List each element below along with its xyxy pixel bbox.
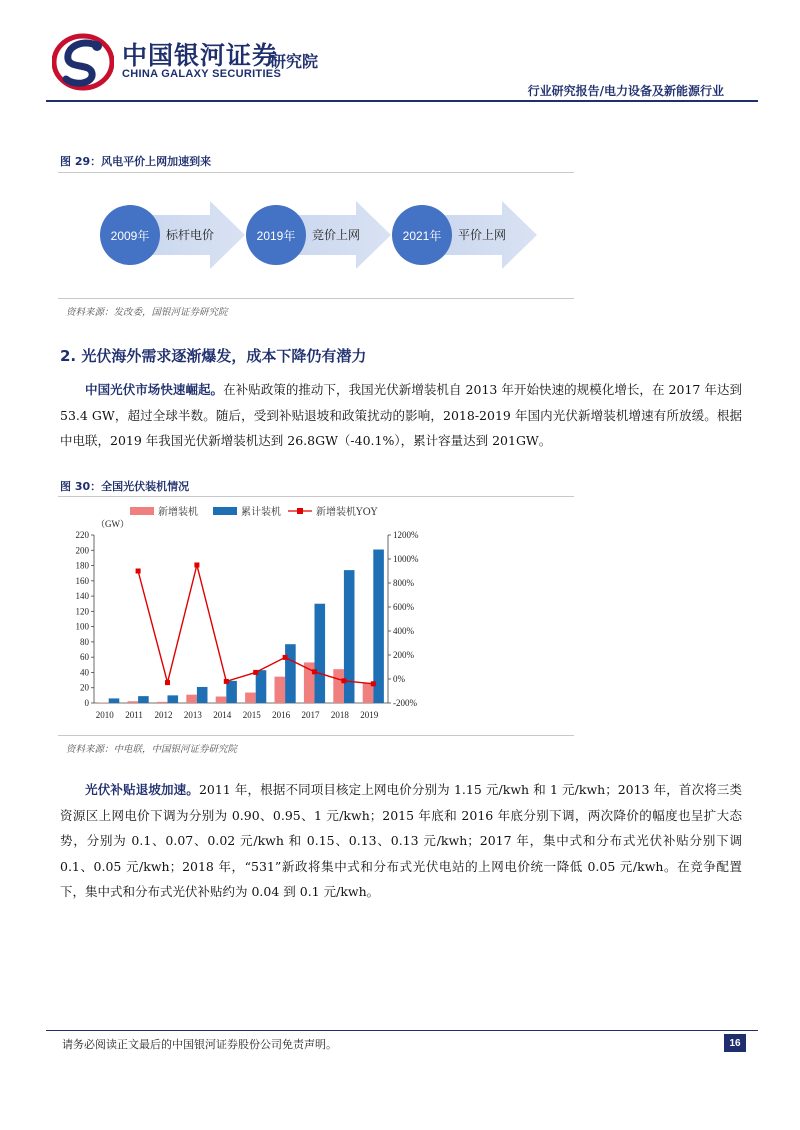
figure-29-caption: 图 29：风电平价上网加速到来 bbox=[60, 155, 212, 168]
yoy-point bbox=[224, 679, 229, 684]
paragraph-lead: 中国光伏市场快速崛起。 bbox=[85, 382, 224, 397]
yoy-line bbox=[138, 565, 373, 684]
figure-30-caption: 图 30：全国光伏装机情况 bbox=[60, 480, 190, 493]
bar-new-installation bbox=[333, 669, 344, 703]
bar-cumulative-installation bbox=[373, 550, 384, 703]
figure-29-source: 资料来源：发改委，国银河证券研究院 bbox=[66, 307, 228, 318]
timeline-step-label: 标杆电价 bbox=[166, 228, 215, 242]
yoy-point bbox=[165, 680, 170, 685]
bar-new-installation bbox=[157, 702, 168, 703]
chart-legend bbox=[130, 505, 378, 518]
timeline-step-label: 平价上网 bbox=[458, 228, 507, 242]
legend-swatch-new bbox=[130, 507, 154, 515]
x-tick-label: 2010 bbox=[95, 710, 114, 720]
timeline-step-label: 竞价上网 bbox=[312, 228, 361, 242]
y-tick-label: 0 bbox=[84, 698, 89, 708]
y-tick-label: 160 bbox=[75, 575, 89, 586]
legend-label-new: 新增装机 bbox=[158, 507, 198, 518]
y-tick-label: 200 bbox=[75, 545, 89, 556]
figure-30-top-rule bbox=[58, 496, 574, 497]
legend-marker-yoy bbox=[297, 508, 303, 514]
x-tick-label: 2011 bbox=[125, 710, 143, 720]
bar-cumulative-installation bbox=[168, 695, 179, 703]
y-tick-label: 140 bbox=[75, 591, 89, 602]
bar-cumulative-installation bbox=[109, 698, 120, 703]
yoy-point bbox=[194, 563, 199, 568]
x-tick-label: 2019 bbox=[360, 710, 379, 720]
y-tick-label: 180 bbox=[75, 560, 89, 571]
figure-29-bottom-rule bbox=[58, 298, 574, 299]
brand-name-cn: 中国银河证券 bbox=[122, 41, 279, 70]
paragraph-body: 2011 年，根据不同项目核定上网电价分别为 1.15 元/kwh 和 1 元/kwh；2013 年，首次将三类资源区上网电价下调为分别为 0.90、0.95、1 元/kwh；2015 年底和 2016 年底分别下调，两次降价的幅度也呈扩大态势，分别为 0.1、0.07、0.02 元/kwh 和 0.15、0.13、0.13 元/kwh；2017 年，集中式和分布式光伏补贴分别下调 0.1、0.05 元/kwh；2018 年，“531”新政将集中式和分布式光伏电站的上网电价统一降低 0.05 元/kwh。在竞争配置下，集中式和分布式光伏补贴约为 0.04 到 0.1 元/kwh。 bbox=[60, 782, 742, 899]
bar-new-installation bbox=[186, 695, 197, 703]
bar-cumulative-installation bbox=[226, 681, 237, 703]
y2-tick-label: 0% bbox=[393, 674, 405, 684]
figure-30-bottom-rule bbox=[58, 735, 574, 736]
x-tick-label: 2017 bbox=[301, 710, 320, 720]
page-number: 16 bbox=[724, 1034, 746, 1052]
y-tick-label: 80 bbox=[80, 636, 89, 647]
y-tick-label: 20 bbox=[80, 682, 89, 693]
yoy-point bbox=[283, 655, 288, 660]
timeline-year-badge: 2021年 bbox=[392, 205, 452, 265]
legend-label-cumulative: 累计装机 bbox=[241, 507, 281, 518]
timeline-year-badge: 2009年 bbox=[100, 205, 160, 265]
bar-cumulative-installation bbox=[256, 670, 267, 703]
y-tick-label: 220 bbox=[75, 530, 89, 540]
x-tick-label: 2016 bbox=[272, 710, 291, 720]
header-divider bbox=[46, 100, 758, 102]
y2-tick-label: 1000% bbox=[393, 554, 419, 564]
bar-cumulative-installation bbox=[197, 687, 208, 703]
paragraph-subsidy-decline bbox=[60, 777, 742, 905]
yoy-point bbox=[312, 669, 317, 674]
footer-disclaimer: 请务必阅读正文最后的中国银河证券股份公司免责声明。 bbox=[62, 1038, 337, 1051]
yoy-point bbox=[253, 670, 258, 675]
paragraph-lead: 光伏补贴退坡加速。 bbox=[85, 782, 199, 797]
section-title: 2. 光伏海外需求逐渐爆发，成本下降仍有潜力 bbox=[60, 347, 367, 365]
bar-new-installation bbox=[128, 701, 139, 703]
x-tick-label: 2014 bbox=[213, 710, 232, 720]
x-tick-label: 2013 bbox=[183, 710, 202, 720]
galaxy-logo-icon bbox=[52, 33, 114, 91]
yoy-point bbox=[136, 569, 141, 574]
brand-name-en: CHINA GALAXY SECURITIES bbox=[122, 68, 282, 80]
y2-tick-label: 800% bbox=[393, 578, 414, 588]
footer-divider bbox=[46, 1030, 758, 1031]
y-tick-label: 40 bbox=[80, 667, 89, 678]
bar-new-installation bbox=[216, 697, 227, 703]
yoy-point bbox=[341, 678, 346, 683]
institute-label: 研究院 bbox=[270, 52, 319, 71]
y2-tick-label: 200% bbox=[393, 650, 414, 660]
y2-tick-label: -200% bbox=[393, 698, 417, 708]
y2-tick-label: 600% bbox=[393, 602, 414, 612]
bar-new-installation bbox=[275, 677, 286, 703]
legend-label-yoy: 新增装机YOY bbox=[316, 507, 378, 518]
y-tick-label: 60 bbox=[80, 652, 89, 663]
figure-30-source: 资料来源：中电联，中国银河证券研究院 bbox=[66, 744, 238, 755]
bar-cumulative-installation bbox=[315, 604, 326, 703]
paragraph-market-rise bbox=[60, 377, 742, 454]
x-tick-label: 2015 bbox=[242, 710, 261, 720]
legend-swatch-cumulative bbox=[213, 507, 237, 515]
report-category: 行业研究报告/电力设备及新能源行业 bbox=[527, 84, 724, 98]
x-tick-label: 2012 bbox=[154, 710, 173, 720]
pv-installation-chart bbox=[58, 500, 428, 730]
x-tick-label: 2018 bbox=[330, 710, 349, 720]
y-tick-label: 100 bbox=[75, 621, 89, 632]
y-tick-label: 120 bbox=[75, 606, 89, 617]
bar-cumulative-installation bbox=[138, 696, 149, 703]
timeline-step-3 bbox=[392, 201, 582, 269]
timeline-year-badge: 2019年 bbox=[246, 205, 306, 265]
yoy-point bbox=[371, 681, 376, 686]
bar-new-installation bbox=[245, 693, 256, 703]
figure-29-top-rule bbox=[58, 172, 574, 173]
paragraph-body: 在补贴政策的推动下，我国光伏新增装机自 2013 年开始快速的规模化增长，在 2017 年达到 53.4 GW，超过全球半数。随后，受到补贴退坡和政策扰动的影响，2018-2019 年国内光伏新增装机增速有所放缓。根据中电联，2019 年我国光伏新增装机达到 26.8GW（-40.1%），累计容量达到 201GW。 bbox=[60, 382, 742, 448]
y2-tick-label: 400% bbox=[393, 626, 414, 636]
bar-cumulative-installation bbox=[285, 644, 296, 703]
y-axis-unit: （GW） bbox=[96, 519, 129, 529]
y2-tick-label: 1200% bbox=[393, 530, 419, 540]
